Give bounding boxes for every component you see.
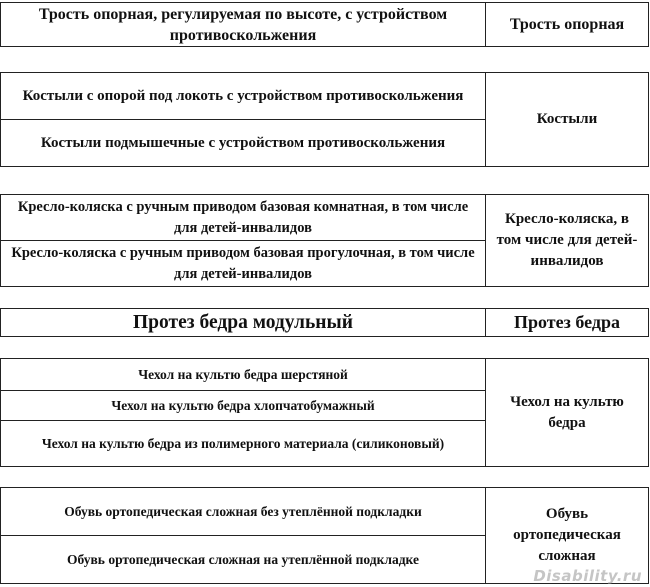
item-stump-cover-silicone: Чехол на культю бедра из полимерного материала (силиконовый) bbox=[1, 421, 486, 467]
item-stump-cover-wool: Чехол на культю бедра шерстяной bbox=[1, 359, 486, 391]
group-hip-prosthesis bbox=[0, 308, 649, 337]
item-crutches-elbow: Костыли с опорой под локоть с устройством противоскольжения bbox=[1, 73, 486, 120]
item-cane-support: Трость опорная, регулируемая по высоте, с устройством противоскольжения bbox=[1, 3, 486, 47]
item-shoes-no-lining: Обувь ортопедическая сложная без утеплённой подкладки bbox=[1, 488, 486, 536]
watermark: Disability.ru bbox=[533, 567, 642, 585]
category-cane: Трость опорная bbox=[486, 3, 649, 47]
category-orthopedic-shoes: Обувь ортопедическая сложная bbox=[486, 488, 649, 584]
group-crutches bbox=[0, 72, 649, 167]
group-stump-cover bbox=[0, 358, 649, 467]
item-wheelchair-indoor: Кресло-коляска с ручным приводом базовая комнатная, в том числе для детей-инвалидов bbox=[1, 195, 486, 241]
item-hip-prosthesis-modular: Протез бедра модульный bbox=[1, 309, 486, 337]
category-stump-cover: Чехол на культю бедра bbox=[486, 359, 649, 467]
group-wheelchair bbox=[0, 194, 649, 287]
group-cane bbox=[0, 2, 649, 47]
category-hip-prosthesis: Протез бедра bbox=[486, 309, 649, 337]
item-stump-cover-cotton: Чехол на культю бедра хлопчатобумажный bbox=[1, 391, 486, 421]
item-crutches-underarm: Костыли подмышечные с устройством противоскольжения bbox=[1, 120, 486, 167]
category-crutches: Костыли bbox=[486, 73, 649, 167]
category-wheelchair: Кресло-коляска, в том числе для детей-инвалидов bbox=[486, 195, 649, 287]
item-wheelchair-outdoor: Кресло-коляска с ручным приводом базовая прогулочная, в том числе для детей-инвалидов bbox=[1, 241, 486, 287]
item-shoes-lined: Обувь ортопедическая сложная на утеплённой подкладке bbox=[1, 536, 486, 584]
